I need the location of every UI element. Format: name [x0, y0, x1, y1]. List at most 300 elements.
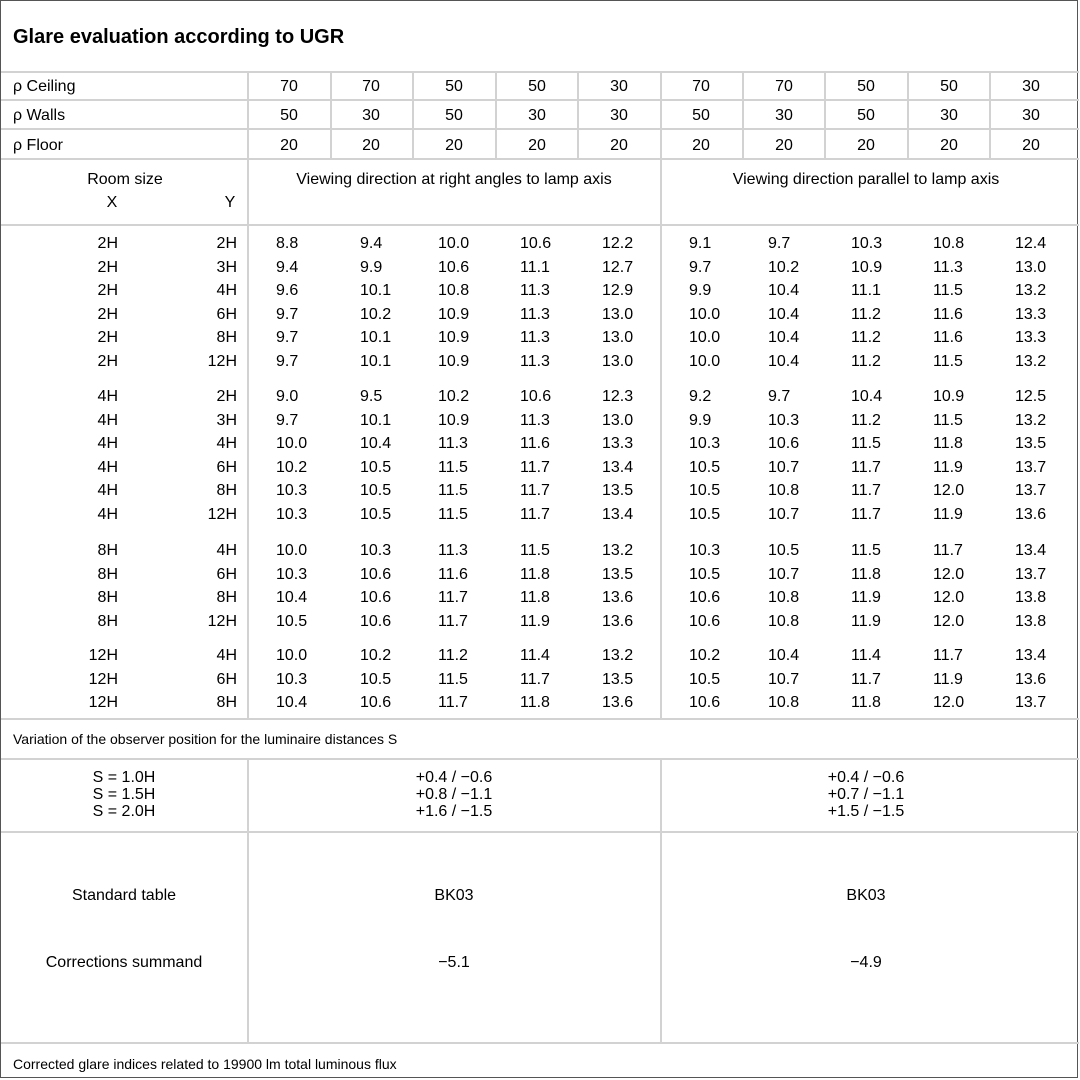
right-angle-direction-header: Viewing direction at right angles to lamp axis — [296, 171, 612, 188]
ugr-value-cell: 9.9 — [689, 412, 712, 429]
ugr-value-cell: 10.5 — [276, 613, 308, 630]
reflectance-cell: 20 — [1022, 137, 1040, 154]
variation-parallel-3: +1.5 / −1.5 — [827, 803, 905, 820]
ugr-value-cell: 11.7 — [438, 613, 468, 630]
ugr-value-cell: 10.8 — [768, 589, 800, 606]
room-y-cell: 12H — [207, 613, 237, 630]
reflectance-cell: 30 — [610, 78, 628, 95]
ugr-value-cell: 10.9 — [438, 412, 470, 429]
ugr-value-cell: 11.5 — [933, 412, 963, 429]
room-x-cell: 4H — [97, 459, 118, 476]
reflectance-cell: 20 — [362, 137, 380, 154]
room-size-header: Room size — [87, 171, 163, 188]
divider — [1, 158, 1079, 160]
reflectance-cell: 30 — [1022, 78, 1040, 95]
room-y-cell: 2H — [216, 388, 237, 405]
divider — [660, 158, 662, 718]
ugr-value-cell: 11.3 — [438, 542, 468, 559]
reflectance-cell: 70 — [692, 78, 710, 95]
walls-label: ρ Walls — [13, 107, 66, 124]
reflectance-cell: 70 — [280, 78, 298, 95]
reflectance-cell: 50 — [280, 107, 298, 124]
ugr-value-cell: 9.4 — [276, 259, 299, 276]
ugr-value-cell: 10.2 — [438, 388, 470, 405]
reflectance-cell: 70 — [775, 78, 793, 95]
ugr-value-cell: 10.9 — [438, 353, 470, 370]
ugr-value-cell: 10.0 — [438, 235, 470, 252]
ugr-value-cell: 11.6 — [933, 306, 963, 323]
ugr-value-cell: 10.1 — [360, 329, 392, 346]
ugr-value-cell: 9.9 — [360, 259, 383, 276]
reflectance-cell: 70 — [362, 78, 380, 95]
ugr-value-cell: 10.6 — [768, 435, 800, 452]
ugr-value-cell: 11.8 — [851, 566, 881, 583]
ugr-value-cell: 10.1 — [360, 353, 392, 370]
room-y-cell: 6H — [216, 671, 237, 688]
ugr-value-cell: 10.9 — [438, 306, 470, 323]
ugr-value-cell: 10.4 — [276, 589, 308, 606]
ugr-value-cell: 9.5 — [360, 388, 383, 405]
room-x-cell: 4H — [97, 506, 118, 523]
ugr-value-cell: 13.0 — [602, 329, 634, 346]
room-x-cell: 4H — [97, 388, 118, 405]
divider — [412, 71, 414, 159]
reflectance-cell: 20 — [610, 137, 628, 154]
ugr-value-cell: 10.5 — [689, 506, 721, 523]
ugr-value-cell: 12.5 — [1015, 388, 1047, 405]
ugr-value-cell: 9.2 — [689, 388, 712, 405]
ugr-value-cell: 8.8 — [276, 235, 299, 252]
ugr-value-cell: 11.3 — [520, 329, 550, 346]
x-header: X — [106, 194, 118, 211]
ugr-value-cell: 13.6 — [1015, 506, 1047, 523]
variation-parallel-2: +0.7 / −1.1 — [827, 786, 905, 803]
reflectance-cell: 30 — [1022, 107, 1040, 124]
ugr-value-cell: 10.0 — [276, 647, 308, 664]
corrections-label: Corrections summand — [45, 954, 203, 971]
ugr-value-cell: 11.7 — [933, 647, 963, 664]
ugr-value-cell: 9.7 — [276, 353, 299, 370]
ugr-value-cell: 10.5 — [689, 566, 721, 583]
corrections-parallel: −4.9 — [850, 954, 882, 971]
ugr-value-cell: 13.4 — [1015, 647, 1047, 664]
reflectance-cell: 20 — [940, 137, 958, 154]
ugr-value-cell: 9.7 — [276, 329, 299, 346]
ugr-value-cell: 10.2 — [276, 459, 308, 476]
ugr-value-cell: 10.4 — [851, 388, 883, 405]
ugr-value-cell: 9.1 — [689, 235, 712, 252]
ugr-value-cell: 11.5 — [851, 542, 881, 559]
ugr-value-cell: 10.7 — [768, 566, 800, 583]
ugr-value-cell: 13.4 — [602, 506, 634, 523]
ugr-value-cell: 12.0 — [933, 589, 965, 606]
ugr-value-cell: 11.5 — [438, 671, 468, 688]
ugr-value-cell: 10.6 — [689, 589, 721, 606]
room-x-cell: 2H — [97, 235, 118, 252]
ugr-value-cell: 11.8 — [520, 589, 550, 606]
variation-heading: Variation of the observer position for the luminaire distances S — [13, 731, 398, 747]
standard-table-right: BK03 — [434, 887, 474, 904]
ugr-value-cell: 10.3 — [360, 542, 392, 559]
divider — [1, 71, 1079, 73]
ugr-value-cell: 13.3 — [1015, 306, 1047, 323]
ugr-value-cell: 10.2 — [360, 647, 392, 664]
ugr-value-cell: 13.2 — [602, 542, 634, 559]
ugr-value-cell: 10.0 — [276, 435, 308, 452]
ugr-value-cell: 13.8 — [1015, 589, 1047, 606]
room-y-cell: 8H — [216, 329, 237, 346]
room-x-cell: 12H — [88, 671, 118, 688]
ugr-value-cell: 12.0 — [933, 566, 965, 583]
ugr-value-cell: 11.7 — [851, 671, 881, 688]
ugr-value-cell: 13.7 — [1015, 482, 1047, 499]
reflectance-cell: 20 — [692, 137, 710, 154]
ugr-value-cell: 11.8 — [851, 694, 881, 711]
ugr-value-cell: 13.7 — [1015, 566, 1047, 583]
ugr-value-cell: 11.3 — [520, 353, 550, 370]
ugr-value-cell: 10.6 — [360, 694, 392, 711]
reflectance-cell: 30 — [940, 107, 958, 124]
ugr-value-cell: 13.0 — [602, 306, 634, 323]
room-x-cell: 4H — [97, 482, 118, 499]
ugr-value-cell: 10.4 — [768, 282, 800, 299]
ugr-value-cell: 10.5 — [360, 482, 392, 499]
ugr-value-cell: 13.0 — [1015, 259, 1047, 276]
ugr-value-cell: 13.5 — [1015, 435, 1047, 452]
ugr-value-cell: 11.6 — [933, 329, 963, 346]
y-header: Y — [224, 194, 236, 211]
divider — [907, 71, 909, 159]
ugr-value-cell: 13.7 — [1015, 694, 1047, 711]
ugr-value-cell: 11.1 — [851, 282, 881, 299]
room-y-cell: 12H — [207, 353, 237, 370]
ugr-value-cell: 10.8 — [768, 482, 800, 499]
corrections-right: −5.1 — [438, 954, 470, 971]
ugr-value-cell: 9.7 — [768, 235, 791, 252]
ugr-value-cell: 11.7 — [851, 506, 881, 523]
ugr-value-cell: 11.3 — [520, 282, 550, 299]
room-x-cell: 2H — [97, 282, 118, 299]
ugr-value-cell: 13.3 — [1015, 329, 1047, 346]
ugr-value-cell: 11.9 — [933, 506, 963, 523]
ugr-value-cell: 11.7 — [520, 459, 550, 476]
ugr-value-cell: 10.0 — [689, 306, 721, 323]
ugr-value-cell: 10.3 — [768, 412, 800, 429]
ugr-value-cell: 10.3 — [276, 506, 308, 523]
room-y-cell: 3H — [216, 412, 237, 429]
ugr-value-cell: 11.4 — [851, 647, 881, 664]
ugr-value-cell: 10.7 — [768, 671, 800, 688]
ugr-value-cell: 10.5 — [360, 506, 392, 523]
reflectance-cell: 20 — [528, 137, 546, 154]
ugr-value-cell: 11.7 — [851, 482, 881, 499]
ugr-value-cell: 10.8 — [768, 694, 800, 711]
ugr-value-cell: 10.0 — [689, 329, 721, 346]
room-x-cell: 8H — [97, 566, 118, 583]
ugr-value-cell: 11.7 — [933, 542, 963, 559]
room-y-cell: 8H — [216, 482, 237, 499]
ugr-value-cell: 10.5 — [360, 671, 392, 688]
reflectance-cell: 50 — [940, 78, 958, 95]
room-y-cell: 6H — [216, 306, 237, 323]
ugr-value-cell: 11.9 — [933, 671, 963, 688]
ugr-value-cell: 11.3 — [520, 306, 550, 323]
ugr-value-cell: 13.3 — [602, 435, 634, 452]
ugr-value-cell: 11.9 — [851, 589, 881, 606]
ugr-value-cell: 11.7 — [438, 694, 468, 711]
reflectance-cell: 20 — [775, 137, 793, 154]
ugr-value-cell: 10.4 — [360, 435, 392, 452]
ugr-value-cell: 12.3 — [602, 388, 634, 405]
ugr-value-cell: 13.6 — [602, 613, 634, 630]
ugr-value-cell: 9.7 — [689, 259, 712, 276]
ugr-value-cell: 10.8 — [438, 282, 470, 299]
ugr-value-cell: 9.0 — [276, 388, 299, 405]
variation-label-2: S = 1.5H — [92, 786, 156, 803]
ugr-value-cell: 10.3 — [276, 566, 308, 583]
room-y-cell: 6H — [216, 566, 237, 583]
ugr-value-cell: 9.7 — [276, 412, 299, 429]
ugr-value-cell: 11.1 — [520, 259, 550, 276]
ugr-value-cell: 11.8 — [933, 435, 963, 452]
ugr-value-cell: 13.2 — [1015, 282, 1047, 299]
room-x-cell: 4H — [97, 412, 118, 429]
ugr-value-cell: 10.5 — [689, 459, 721, 476]
ugr-value-cell: 11.5 — [933, 353, 963, 370]
ugr-value-cell: 11.5 — [520, 542, 550, 559]
ugr-value-cell: 11.2 — [851, 306, 881, 323]
ugr-value-cell: 10.2 — [360, 306, 392, 323]
room-y-cell: 4H — [216, 542, 237, 559]
ugr-value-cell: 13.8 — [1015, 613, 1047, 630]
ugr-value-cell: 13.7 — [1015, 459, 1047, 476]
ugr-value-cell: 10.9 — [933, 388, 965, 405]
ugr-value-cell: 9.7 — [276, 306, 299, 323]
ugr-value-cell: 10.0 — [276, 542, 308, 559]
ugr-value-cell: 10.6 — [360, 613, 392, 630]
ugr-value-cell: 13.0 — [602, 412, 634, 429]
ugr-value-cell: 10.6 — [689, 694, 721, 711]
ugr-value-cell: 12.0 — [933, 694, 965, 711]
ugr-value-cell: 9.7 — [768, 388, 791, 405]
standard-table-parallel: BK03 — [846, 887, 886, 904]
reflectance-cell: 50 — [445, 78, 463, 95]
ugr-value-cell: 10.9 — [851, 259, 883, 276]
room-y-cell: 6H — [216, 459, 237, 476]
divider — [1, 128, 1079, 130]
variation-label-1: S = 1.0H — [92, 769, 156, 786]
room-x-cell: 4H — [97, 435, 118, 452]
reflectance-cell: 50 — [528, 78, 546, 95]
reflectance-cell: 50 — [857, 107, 875, 124]
ugr-value-cell: 10.6 — [520, 235, 552, 252]
ugr-value-cell: 11.9 — [933, 459, 963, 476]
divider — [577, 71, 579, 159]
ugr-value-cell: 12.7 — [602, 259, 634, 276]
ugr-value-cell: 11.7 — [851, 459, 881, 476]
ugr-value-cell: 12.0 — [933, 482, 965, 499]
ugr-value-cell: 11.5 — [933, 282, 963, 299]
ugr-value-cell: 11.2 — [851, 412, 881, 429]
standard-table-label: Standard table — [71, 887, 177, 904]
ugr-value-cell: 10.6 — [360, 589, 392, 606]
room-x-cell: 2H — [97, 306, 118, 323]
ugr-value-cell: 13.2 — [1015, 353, 1047, 370]
ugr-value-cell: 11.7 — [520, 671, 550, 688]
reflectance-cell: 30 — [610, 107, 628, 124]
ugr-value-cell: 11.4 — [520, 647, 550, 664]
ugr-value-cell: 11.9 — [851, 613, 881, 630]
ugr-value-cell: 10.3 — [689, 542, 721, 559]
ugr-value-cell: 9.6 — [276, 282, 299, 299]
variation-parallel-1: +0.4 / −0.6 — [827, 769, 905, 786]
room-x-cell: 8H — [97, 589, 118, 606]
ugr-value-cell: 10.9 — [438, 329, 470, 346]
ugr-value-cell: 10.3 — [689, 435, 721, 452]
ugr-value-cell: 13.6 — [602, 694, 634, 711]
ugr-value-cell: 13.5 — [602, 671, 634, 688]
ugr-value-cell: 10.4 — [768, 647, 800, 664]
divider — [330, 71, 332, 159]
ugr-value-cell: 10.0 — [689, 353, 721, 370]
ugr-value-cell: 11.6 — [520, 435, 550, 452]
ugr-value-cell: 13.5 — [602, 566, 634, 583]
divider — [1, 1042, 1079, 1044]
ugr-value-cell: 10.5 — [360, 459, 392, 476]
variation-right-1: +0.4 / −0.6 — [415, 769, 493, 786]
room-x-cell: 2H — [97, 329, 118, 346]
reflectance-cell: 50 — [445, 107, 463, 124]
divider — [495, 71, 497, 159]
divider — [247, 71, 249, 159]
ugr-value-cell: 12.2 — [602, 235, 634, 252]
ugr-value-cell: 11.7 — [520, 482, 550, 499]
divider — [660, 758, 662, 1042]
divider — [1, 224, 1079, 226]
divider — [247, 158, 249, 718]
room-x-cell: 8H — [97, 613, 118, 630]
ugr-value-cell: 10.5 — [689, 671, 721, 688]
divider — [824, 71, 826, 159]
ugr-value-cell: 10.3 — [851, 235, 883, 252]
reflectance-cell: 30 — [775, 107, 793, 124]
room-y-cell: 4H — [216, 647, 237, 664]
reflectance-cell: 20 — [280, 137, 298, 154]
divider — [1, 718, 1079, 720]
ugr-value-cell: 10.4 — [768, 353, 800, 370]
reflectance-cell: 30 — [528, 107, 546, 124]
divider — [1, 831, 1079, 833]
reflectance-cell: 50 — [692, 107, 710, 124]
room-x-cell: 8H — [97, 542, 118, 559]
ugr-value-cell: 13.4 — [1015, 542, 1047, 559]
reflectance-cell: 50 — [857, 78, 875, 95]
ugr-value-cell: 10.6 — [438, 259, 470, 276]
room-x-cell: 12H — [88, 694, 118, 711]
divider — [1, 758, 1079, 760]
ugr-value-cell: 11.8 — [520, 694, 550, 711]
ugr-value-cell: 11.2 — [851, 353, 881, 370]
variation-right-2: +0.8 / −1.1 — [415, 786, 493, 803]
ugr-value-cell: 11.3 — [438, 435, 468, 452]
ugr-value-cell: 9.4 — [360, 235, 383, 252]
reflectance-cell: 20 — [445, 137, 463, 154]
room-y-cell: 3H — [216, 259, 237, 276]
ugr-value-cell: 10.3 — [276, 671, 308, 688]
divider — [660, 71, 662, 159]
ugr-value-cell: 11.5 — [438, 482, 468, 499]
room-y-cell: 8H — [216, 589, 237, 606]
room-y-cell: 4H — [216, 282, 237, 299]
ugr-value-cell: 10.5 — [768, 542, 800, 559]
ugr-value-cell: 13.4 — [602, 459, 634, 476]
ugr-value-cell: 10.6 — [520, 388, 552, 405]
reflectance-cell: 20 — [857, 137, 875, 154]
ugr-value-cell: 10.1 — [360, 412, 392, 429]
ugr-value-cell: 11.2 — [851, 329, 881, 346]
variation-label-3: S = 2.0H — [92, 803, 156, 820]
ugr-value-cell: 10.4 — [276, 694, 308, 711]
ugr-value-cell: 10.8 — [768, 613, 800, 630]
ugr-value-cell: 10.1 — [360, 282, 392, 299]
room-y-cell: 2H — [216, 235, 237, 252]
room-y-cell: 8H — [216, 694, 237, 711]
page-title: Glare evaluation according to UGR — [13, 26, 345, 48]
room-y-cell: 12H — [207, 506, 237, 523]
ugr-value-cell: 13.2 — [1015, 412, 1047, 429]
variation-right-3: +1.6 / −1.5 — [415, 803, 493, 820]
ugr-value-cell: 13.6 — [1015, 671, 1047, 688]
ugr-value-cell: 10.8 — [933, 235, 965, 252]
ugr-value-cell: 10.5 — [689, 482, 721, 499]
ugr-value-cell: 10.7 — [768, 459, 800, 476]
ugr-value-cell: 13.2 — [602, 647, 634, 664]
ugr-value-cell: 10.2 — [689, 647, 721, 664]
room-x-cell: 2H — [97, 259, 118, 276]
ceiling-label: ρ Ceiling — [13, 78, 76, 95]
ugr-value-cell: 11.7 — [438, 589, 468, 606]
divider — [742, 71, 744, 159]
divider — [247, 758, 249, 1042]
ugr-value-cell: 11.9 — [520, 613, 550, 630]
ugr-value-cell: 10.4 — [768, 329, 800, 346]
ugr-value-cell: 11.5 — [851, 435, 881, 452]
ugr-value-cell: 12.9 — [602, 282, 634, 299]
ugr-value-cell: 11.7 — [520, 506, 550, 523]
ugr-value-cell: 12.0 — [933, 613, 965, 630]
ugr-value-cell: 11.5 — [438, 459, 468, 476]
ugr-value-cell: 10.4 — [768, 306, 800, 323]
room-x-cell: 2H — [97, 353, 118, 370]
ugr-value-cell: 11.6 — [438, 566, 468, 583]
room-y-cell: 4H — [216, 435, 237, 452]
ugr-value-cell: 10.2 — [768, 259, 800, 276]
floor-label: ρ Floor — [13, 137, 63, 154]
ugr-value-cell: 9.9 — [689, 282, 712, 299]
ugr-value-cell: 13.0 — [602, 353, 634, 370]
ugr-value-cell: 12.4 — [1015, 235, 1047, 252]
ugr-value-cell: 10.6 — [360, 566, 392, 583]
ugr-value-cell: 11.5 — [438, 506, 468, 523]
ugr-value-cell: 10.6 — [689, 613, 721, 630]
ugr-value-cell: 13.6 — [602, 589, 634, 606]
ugr-value-cell: 13.5 — [602, 482, 634, 499]
room-x-cell: 12H — [88, 647, 118, 664]
ugr-value-cell: 11.3 — [933, 259, 963, 276]
ugr-value-cell: 10.3 — [276, 482, 308, 499]
parallel-direction-header: Viewing direction parallel to lamp axis — [732, 171, 1000, 188]
divider — [1, 99, 1079, 101]
